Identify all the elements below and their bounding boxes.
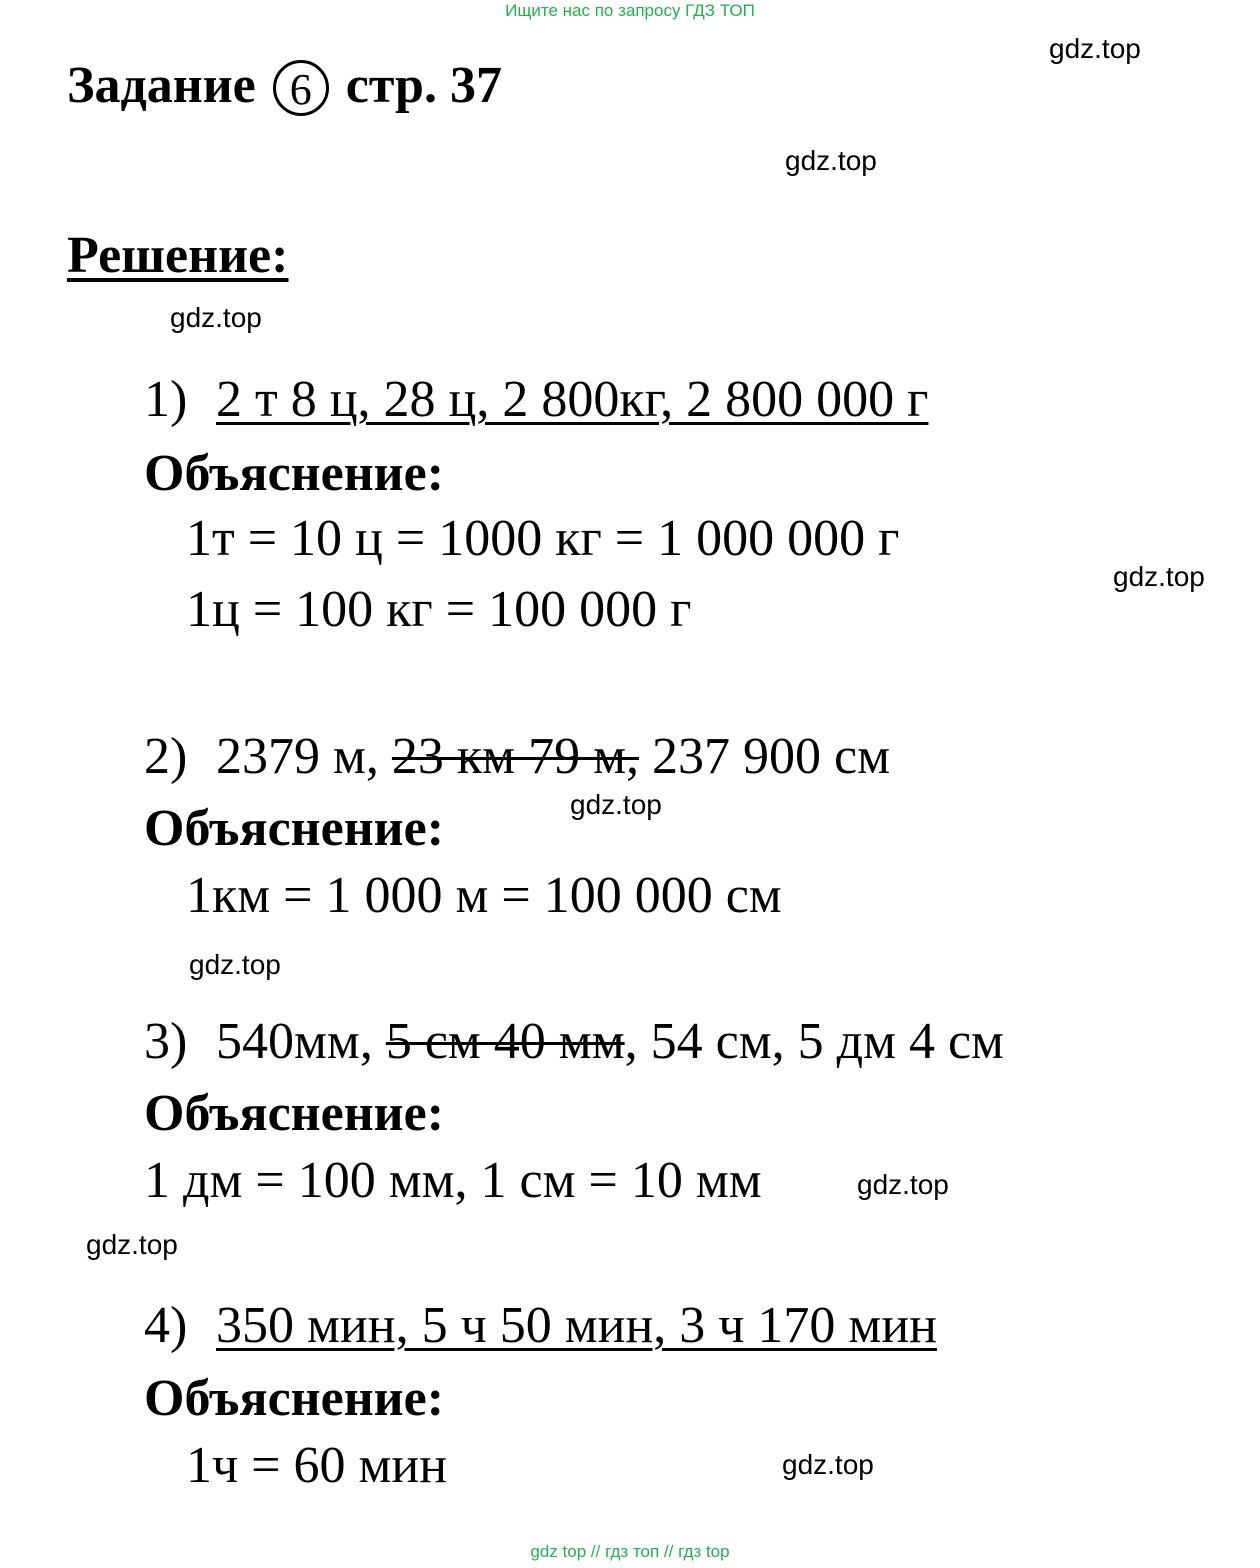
top-banner: Ищите нас по запросу ГДЗ ТОП	[505, 1, 755, 20]
explanation-label-2: Объяснение:	[144, 800, 445, 857]
answer-3-struck: 5 см 40 мм	[385, 1013, 625, 1070]
item-number: 2)	[144, 728, 188, 785]
answer-2-struck: 23 км 79 м,	[391, 728, 639, 785]
watermark: gdz.top	[570, 789, 662, 820]
explanation-label-3: Объяснение:	[144, 1085, 445, 1142]
footer-watermark: gdz top // гдз топ // гдз top	[530, 1542, 730, 1561]
answer-3-part-b: , 54 см, 5 дм 4 см	[624, 1013, 1004, 1070]
explanation-3-line-1: 1 дм = 100 мм, 1 см = 10 мм	[144, 1152, 762, 1209]
answer-2-part-a: 2379 м,	[216, 728, 392, 785]
explanation-1-line-1: 1т = 10 ц = 1000 кг = 1 000 000 г	[186, 510, 900, 567]
explanation-1-line-2: 1ц = 100 кг = 100 000 г	[186, 581, 692, 638]
explanation-4-line-1: 1ч = 60 мин	[186, 1437, 448, 1494]
task-number-circle: 6	[273, 60, 329, 116]
watermark: gdz.top	[1049, 33, 1141, 64]
watermark: gdz.top	[86, 1229, 178, 1260]
answer-3	[144, 1012, 1004, 1071]
watermark: gdz.top	[857, 1169, 949, 1200]
answer-1-text: 2 т 8 ц, 28 ц, 2 800кг, 2 800 000 г	[216, 371, 929, 428]
item-number: 3)	[144, 1013, 188, 1070]
item-number: 4)	[144, 1297, 188, 1354]
answer-3-part-a: 540мм,	[216, 1013, 386, 1070]
watermark: gdz.top	[782, 1449, 874, 1480]
watermark: gdz.top	[189, 949, 281, 980]
answer-2	[144, 727, 890, 786]
explanation-2-line-1: 1км = 1 000 м = 100 000 см	[186, 867, 782, 924]
title-prefix: Задание	[67, 57, 256, 114]
watermark: gdz.top	[1113, 561, 1205, 592]
answer-2-part-b: 237 900 см	[638, 728, 890, 785]
watermark: gdz.top	[785, 145, 877, 176]
answer-4	[144, 1296, 937, 1355]
title-suffix: стр. 37	[345, 57, 502, 114]
watermark: gdz.top	[170, 302, 262, 333]
answer-1	[144, 370, 928, 429]
item-number: 1)	[144, 371, 188, 428]
explanation-label-4: Объяснение:	[144, 1370, 445, 1427]
page-title	[67, 56, 502, 116]
explanation-label-1: Объяснение:	[144, 445, 445, 502]
answer-4-text: 350 мин, 5 ч 50 мин, 3 ч 170 мин	[216, 1297, 937, 1354]
solution-heading: Решение:	[67, 227, 289, 284]
